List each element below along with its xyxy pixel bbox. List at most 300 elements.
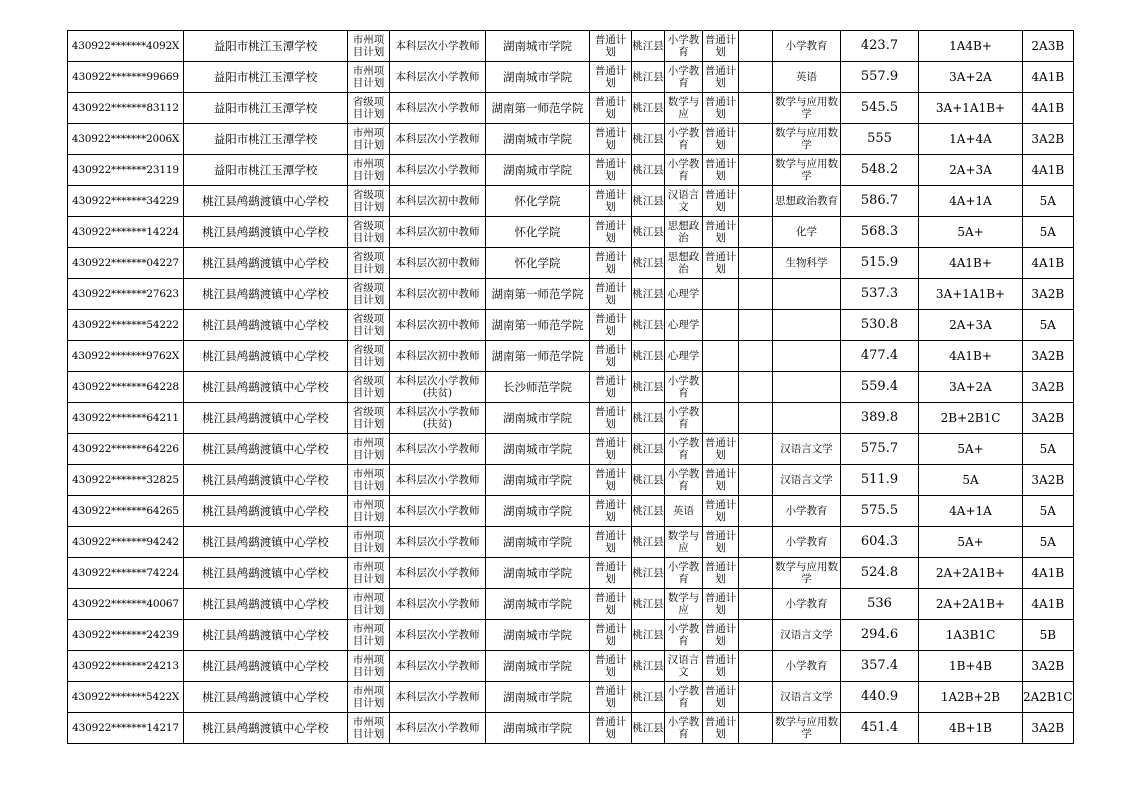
grade1-cell: 1A+4A — [919, 124, 1023, 155]
plan-cell: 普通计划 — [590, 341, 632, 372]
id-cell: 430922*******64265 — [68, 496, 184, 527]
school-cell: 桃江县鸬鹚渡镇中心学校 — [184, 682, 348, 713]
college-cell: 湖南城市学院 — [486, 620, 590, 651]
school-cell: 桃江县鸬鹚渡镇中心学校 — [184, 527, 348, 558]
project-cell: 省级项目计划 — [348, 186, 390, 217]
grade1-cell: 3A+2A — [919, 62, 1023, 93]
project-cell: 市州项目计划 — [348, 155, 390, 186]
major-cell — [773, 310, 841, 341]
college-cell: 湖南第一师范学院 — [486, 341, 590, 372]
table-row — [68, 620, 1074, 651]
grade1-cell: 2A+2A1B+ — [919, 589, 1023, 620]
grade2-cell: 4A1B — [1023, 155, 1074, 186]
plan-cell: 普通计划 — [590, 651, 632, 682]
plan-cell: 普通计划 — [590, 403, 632, 434]
score-cell: 559.4 — [841, 372, 919, 403]
county-cell: 桃江县 — [632, 713, 665, 744]
plan2-cell: 普通计划 — [703, 31, 739, 62]
score-cell: 568.3 — [841, 217, 919, 248]
project-cell: 市州项目计划 — [348, 496, 390, 527]
subject-cell: 小学教育 — [665, 620, 703, 651]
level-cell: 本科层次小学教师 — [390, 93, 486, 124]
project-cell: 省级项目计划 — [348, 93, 390, 124]
blank-cell — [739, 217, 773, 248]
blank-cell — [739, 248, 773, 279]
grade2-cell: 3A2B — [1023, 279, 1074, 310]
grade1-cell: 2A+3A — [919, 155, 1023, 186]
college-cell: 湖南城市学院 — [486, 589, 590, 620]
grade1-cell: 2B+2B1C — [919, 403, 1023, 434]
score-cell: 294.6 — [841, 620, 919, 651]
table-row — [68, 248, 1074, 279]
level-cell: 本科层次小学教师(扶贫) — [390, 403, 486, 434]
plan-cell: 普通计划 — [590, 713, 632, 744]
level-cell: 本科层次初中教师 — [390, 279, 486, 310]
id-cell: 430922*******27623 — [68, 279, 184, 310]
grade1-cell: 3A+1A1B+ — [919, 279, 1023, 310]
school-cell: 益阳市桃江玉潭学校 — [184, 31, 348, 62]
grade2-cell: 4A1B — [1023, 93, 1074, 124]
major-cell: 化学 — [773, 217, 841, 248]
plan-cell: 普通计划 — [590, 124, 632, 155]
table-row — [68, 62, 1074, 93]
level-cell: 本科层次小学教师 — [390, 124, 486, 155]
grade2-cell: 2A3B — [1023, 31, 1074, 62]
level-cell: 本科层次初中教师 — [390, 217, 486, 248]
score-cell: 477.4 — [841, 341, 919, 372]
major-cell: 汉语言文学 — [773, 465, 841, 496]
blank-cell — [739, 186, 773, 217]
id-cell: 430922*******74224 — [68, 558, 184, 589]
level-cell: 本科层次小学教师 — [390, 527, 486, 558]
project-cell: 省级项目计划 — [348, 217, 390, 248]
blank-cell — [739, 372, 773, 403]
college-cell: 湖南第一师范学院 — [486, 310, 590, 341]
project-cell: 市州项目计划 — [348, 558, 390, 589]
major-cell — [773, 403, 841, 434]
plan2-cell: 普通计划 — [703, 589, 739, 620]
project-cell: 市州项目计划 — [348, 434, 390, 465]
blank-cell — [739, 341, 773, 372]
level-cell: 本科层次初中教师 — [390, 310, 486, 341]
plan-cell: 普通计划 — [590, 279, 632, 310]
grade1-cell: 4A+1A — [919, 186, 1023, 217]
table-body — [68, 31, 1074, 744]
school-cell: 桃江县鸬鹚渡镇中心学校 — [184, 248, 348, 279]
subject-cell: 数学与应 — [665, 589, 703, 620]
major-cell: 汉语言文学 — [773, 682, 841, 713]
score-cell: 440.9 — [841, 682, 919, 713]
plan2-cell: 普通计划 — [703, 93, 739, 124]
plan2-cell — [703, 310, 739, 341]
county-cell: 桃江县 — [632, 186, 665, 217]
county-cell: 桃江县 — [632, 155, 665, 186]
level-cell: 本科层次小学教师(扶贫) — [390, 372, 486, 403]
grade1-cell: 1A2B+2B — [919, 682, 1023, 713]
college-cell: 湖南城市学院 — [486, 651, 590, 682]
grade1-cell: 4B+1B — [919, 713, 1023, 744]
county-cell: 桃江县 — [632, 217, 665, 248]
college-cell: 怀化学院 — [486, 217, 590, 248]
school-cell: 桃江县鸬鹚渡镇中心学校 — [184, 496, 348, 527]
county-cell: 桃江县 — [632, 341, 665, 372]
table-row — [68, 31, 1074, 62]
blank-cell — [739, 403, 773, 434]
school-cell: 桃江县鸬鹚渡镇中心学校 — [184, 465, 348, 496]
table-row — [68, 279, 1074, 310]
level-cell: 本科层次小学教师 — [390, 465, 486, 496]
school-cell: 桃江县鸬鹚渡镇中心学校 — [184, 217, 348, 248]
major-cell — [773, 279, 841, 310]
plan-cell: 普通计划 — [590, 682, 632, 713]
id-cell: 430922*******32825 — [68, 465, 184, 496]
college-cell: 湖南城市学院 — [486, 403, 590, 434]
score-cell: 557.9 — [841, 62, 919, 93]
score-cell: 451.4 — [841, 713, 919, 744]
plan-cell: 普通计划 — [590, 31, 632, 62]
score-cell: 548.2 — [841, 155, 919, 186]
plan-cell: 普通计划 — [590, 155, 632, 186]
grade2-cell: 5A — [1023, 186, 1074, 217]
subject-cell: 小学教育 — [665, 124, 703, 155]
level-cell: 本科层次初中教师 — [390, 341, 486, 372]
level-cell: 本科层次小学教师 — [390, 558, 486, 589]
school-cell: 益阳市桃江玉潭学校 — [184, 93, 348, 124]
plan2-cell: 普通计划 — [703, 496, 739, 527]
table-row — [68, 155, 1074, 186]
major-cell: 汉语言文学 — [773, 620, 841, 651]
plan-cell: 普通计划 — [590, 372, 632, 403]
level-cell: 本科层次小学教师 — [390, 651, 486, 682]
plan2-cell: 普通计划 — [703, 124, 739, 155]
plan2-cell: 普通计划 — [703, 155, 739, 186]
plan2-cell — [703, 341, 739, 372]
plan-cell: 普通计划 — [590, 186, 632, 217]
table-row — [68, 217, 1074, 248]
school-cell: 桃江县鸬鹚渡镇中心学校 — [184, 186, 348, 217]
score-cell: 515.9 — [841, 248, 919, 279]
id-cell: 430922*******5422X — [68, 682, 184, 713]
school-cell: 桃江县鸬鹚渡镇中心学校 — [184, 434, 348, 465]
subject-cell: 小学教育 — [665, 558, 703, 589]
county-cell: 桃江县 — [632, 372, 665, 403]
blank-cell — [739, 682, 773, 713]
project-cell: 省级项目计划 — [348, 248, 390, 279]
plan-cell: 普通计划 — [590, 217, 632, 248]
blank-cell — [739, 93, 773, 124]
plan2-cell: 普通计划 — [703, 465, 739, 496]
table-row — [68, 682, 1074, 713]
school-cell: 桃江县鸬鹚渡镇中心学校 — [184, 279, 348, 310]
grade2-cell: 3A2B — [1023, 341, 1074, 372]
subject-cell: 英语 — [665, 496, 703, 527]
county-cell: 桃江县 — [632, 682, 665, 713]
project-cell: 市州项目计划 — [348, 124, 390, 155]
score-cell: 586.7 — [841, 186, 919, 217]
plan-cell: 普通计划 — [590, 620, 632, 651]
blank-cell — [739, 713, 773, 744]
grade2-cell: 5B — [1023, 620, 1074, 651]
college-cell: 湖南城市学院 — [486, 434, 590, 465]
subject-cell: 心理学 — [665, 279, 703, 310]
subject-cell: 小学教育 — [665, 372, 703, 403]
grade2-cell: 4A1B — [1023, 248, 1074, 279]
school-cell: 桃江县鸬鹚渡镇中心学校 — [184, 589, 348, 620]
id-cell: 430922*******14217 — [68, 713, 184, 744]
grade1-cell: 4A1B+ — [919, 341, 1023, 372]
level-cell: 本科层次小学教师 — [390, 496, 486, 527]
plan-cell: 普通计划 — [590, 527, 632, 558]
blank-cell — [739, 589, 773, 620]
plan2-cell: 普通计划 — [703, 620, 739, 651]
county-cell: 桃江县 — [632, 310, 665, 341]
project-cell: 市州项目计划 — [348, 713, 390, 744]
grade2-cell: 4A1B — [1023, 62, 1074, 93]
grade2-cell: 3A2B — [1023, 713, 1074, 744]
level-cell: 本科层次小学教师 — [390, 155, 486, 186]
college-cell: 湖南城市学院 — [486, 465, 590, 496]
grade1-cell: 3A+1A1B+ — [919, 93, 1023, 124]
blank-cell — [739, 155, 773, 186]
county-cell: 桃江县 — [632, 558, 665, 589]
table-row — [68, 93, 1074, 124]
id-cell: 430922*******64228 — [68, 372, 184, 403]
score-cell: 545.5 — [841, 93, 919, 124]
blank-cell — [739, 62, 773, 93]
table-row — [68, 186, 1074, 217]
score-cell: 604.3 — [841, 527, 919, 558]
college-cell: 湖南城市学院 — [486, 124, 590, 155]
major-cell: 数学与应用数学 — [773, 713, 841, 744]
school-cell: 桃江县鸬鹚渡镇中心学校 — [184, 341, 348, 372]
table-row — [68, 465, 1074, 496]
school-cell: 桃江县鸬鹚渡镇中心学校 — [184, 651, 348, 682]
plan2-cell: 普通计划 — [703, 217, 739, 248]
project-cell: 市州项目计划 — [348, 620, 390, 651]
grade1-cell: 4A+1A — [919, 496, 1023, 527]
grade1-cell: 3A+2A — [919, 372, 1023, 403]
major-cell: 小学教育 — [773, 651, 841, 682]
school-cell: 桃江县鸬鹚渡镇中心学校 — [184, 403, 348, 434]
grade2-cell: 5A — [1023, 434, 1074, 465]
level-cell: 本科层次小学教师 — [390, 620, 486, 651]
college-cell: 长沙师范学院 — [486, 372, 590, 403]
blank-cell — [739, 620, 773, 651]
school-cell: 益阳市桃江玉潭学校 — [184, 155, 348, 186]
major-cell: 数学与应用数学 — [773, 93, 841, 124]
project-cell: 市州项目计划 — [348, 651, 390, 682]
college-cell: 怀化学院 — [486, 248, 590, 279]
major-cell: 小学教育 — [773, 589, 841, 620]
id-cell: 430922*******23119 — [68, 155, 184, 186]
table-row — [68, 713, 1074, 744]
grade2-cell: 3A2B — [1023, 403, 1074, 434]
plan2-cell: 普通计划 — [703, 186, 739, 217]
id-cell: 430922*******9762X — [68, 341, 184, 372]
grade2-cell: 5A — [1023, 496, 1074, 527]
college-cell: 湖南城市学院 — [486, 713, 590, 744]
id-cell: 430922*******04227 — [68, 248, 184, 279]
plan2-cell — [703, 279, 739, 310]
score-cell: 537.3 — [841, 279, 919, 310]
table-row — [68, 558, 1074, 589]
subject-cell: 思想政治 — [665, 248, 703, 279]
county-cell: 桃江县 — [632, 31, 665, 62]
id-cell: 430922*******24213 — [68, 651, 184, 682]
school-cell: 桃江县鸬鹚渡镇中心学校 — [184, 620, 348, 651]
college-cell: 湖南城市学院 — [486, 527, 590, 558]
major-cell: 数学与应用数学 — [773, 155, 841, 186]
project-cell: 市州项目计划 — [348, 62, 390, 93]
score-cell: 575.5 — [841, 496, 919, 527]
plan-cell: 普通计划 — [590, 62, 632, 93]
plan2-cell: 普通计划 — [703, 713, 739, 744]
county-cell: 桃江县 — [632, 93, 665, 124]
college-cell: 湖南城市学院 — [486, 558, 590, 589]
grade1-cell: 4A1B+ — [919, 248, 1023, 279]
major-cell: 小学教育 — [773, 496, 841, 527]
plan2-cell: 普通计划 — [703, 434, 739, 465]
subject-cell: 小学教育 — [665, 465, 703, 496]
grade1-cell: 5A — [919, 465, 1023, 496]
plan2-cell: 普通计划 — [703, 558, 739, 589]
college-cell: 湖南城市学院 — [486, 155, 590, 186]
plan-cell: 普通计划 — [590, 589, 632, 620]
college-cell: 湖南城市学院 — [486, 682, 590, 713]
grade1-cell: 1A4B+ — [919, 31, 1023, 62]
school-cell: 桃江县鸬鹚渡镇中心学校 — [184, 713, 348, 744]
subject-cell: 数学与应 — [665, 93, 703, 124]
level-cell: 本科层次小学教师 — [390, 682, 486, 713]
table-row — [68, 124, 1074, 155]
plan2-cell: 普通计划 — [703, 62, 739, 93]
table-row — [68, 527, 1074, 558]
id-cell: 430922*******24239 — [68, 620, 184, 651]
grade1-cell: 2A+3A — [919, 310, 1023, 341]
blank-cell — [739, 558, 773, 589]
school-cell: 桃江县鸬鹚渡镇中心学校 — [184, 372, 348, 403]
county-cell: 桃江县 — [632, 620, 665, 651]
school-cell: 益阳市桃江玉潭学校 — [184, 62, 348, 93]
major-cell: 数学与应用数学 — [773, 124, 841, 155]
plan-cell: 普通计划 — [590, 248, 632, 279]
blank-cell — [739, 124, 773, 155]
project-cell: 省级项目计划 — [348, 372, 390, 403]
plan2-cell: 普通计划 — [703, 651, 739, 682]
subject-cell: 汉语言文 — [665, 651, 703, 682]
project-cell: 省级项目计划 — [348, 403, 390, 434]
subject-cell: 心理学 — [665, 341, 703, 372]
plan2-cell: 普通计划 — [703, 682, 739, 713]
major-cell — [773, 341, 841, 372]
table-row — [68, 310, 1074, 341]
blank-cell — [739, 310, 773, 341]
major-cell: 思想政治教育 — [773, 186, 841, 217]
subject-cell: 小学教育 — [665, 434, 703, 465]
id-cell: 430922*******64226 — [68, 434, 184, 465]
project-cell: 市州项目计划 — [348, 31, 390, 62]
county-cell: 桃江县 — [632, 434, 665, 465]
grade2-cell: 3A2B — [1023, 651, 1074, 682]
grade1-cell: 1A3B1C — [919, 620, 1023, 651]
project-cell: 市州项目计划 — [348, 527, 390, 558]
subject-cell: 小学教育 — [665, 403, 703, 434]
level-cell: 本科层次小学教师 — [390, 62, 486, 93]
id-cell: 430922*******34229 — [68, 186, 184, 217]
id-cell: 430922*******99669 — [68, 62, 184, 93]
admission-table — [67, 30, 1074, 744]
project-cell: 市州项目计划 — [348, 682, 390, 713]
id-cell: 430922*******4092X — [68, 31, 184, 62]
grade2-cell: 2A2B1C — [1023, 682, 1074, 713]
score-cell: 536 — [841, 589, 919, 620]
major-cell: 小学教育 — [773, 527, 841, 558]
county-cell: 桃江县 — [632, 651, 665, 682]
level-cell: 本科层次小学教师 — [390, 434, 486, 465]
subject-cell: 小学教育 — [665, 62, 703, 93]
score-cell: 530.8 — [841, 310, 919, 341]
score-cell: 524.8 — [841, 558, 919, 589]
grade1-cell: 5A+ — [919, 527, 1023, 558]
plan-cell: 普通计划 — [590, 465, 632, 496]
id-cell: 430922*******83112 — [68, 93, 184, 124]
college-cell: 湖南第一师范学院 — [486, 93, 590, 124]
plan-cell: 普通计划 — [590, 558, 632, 589]
plan2-cell — [703, 403, 739, 434]
grade1-cell: 5A+ — [919, 434, 1023, 465]
subject-cell: 小学教育 — [665, 682, 703, 713]
subject-cell: 小学教育 — [665, 155, 703, 186]
blank-cell — [739, 496, 773, 527]
college-cell: 湖南城市学院 — [486, 62, 590, 93]
county-cell: 桃江县 — [632, 527, 665, 558]
score-cell: 575.7 — [841, 434, 919, 465]
blank-cell — [739, 651, 773, 682]
plan2-cell: 普通计划 — [703, 248, 739, 279]
major-cell: 数学与应用数学 — [773, 558, 841, 589]
county-cell: 桃江县 — [632, 62, 665, 93]
major-cell: 英语 — [773, 62, 841, 93]
id-cell: 430922*******64211 — [68, 403, 184, 434]
level-cell: 本科层次初中教师 — [390, 248, 486, 279]
subject-cell: 心理学 — [665, 310, 703, 341]
table-row — [68, 434, 1074, 465]
id-cell: 430922*******14224 — [68, 217, 184, 248]
grade2-cell: 4A1B — [1023, 589, 1074, 620]
grade1-cell: 2A+2A1B+ — [919, 558, 1023, 589]
school-cell: 桃江县鸬鹚渡镇中心学校 — [184, 558, 348, 589]
grade2-cell: 5A — [1023, 527, 1074, 558]
college-cell: 湖南城市学院 — [486, 31, 590, 62]
table-row — [68, 589, 1074, 620]
level-cell: 本科层次初中教师 — [390, 186, 486, 217]
plan-cell: 普通计划 — [590, 310, 632, 341]
id-cell: 430922*******40067 — [68, 589, 184, 620]
college-cell: 湖南第一师范学院 — [486, 279, 590, 310]
subject-cell: 汉语言文 — [665, 186, 703, 217]
school-cell: 桃江县鸬鹚渡镇中心学校 — [184, 310, 348, 341]
score-cell: 555 — [841, 124, 919, 155]
county-cell: 桃江县 — [632, 465, 665, 496]
subject-cell: 小学教育 — [665, 713, 703, 744]
table-row — [68, 403, 1074, 434]
score-cell: 357.4 — [841, 651, 919, 682]
score-cell: 389.8 — [841, 403, 919, 434]
project-cell: 市州项目计划 — [348, 465, 390, 496]
blank-cell — [739, 31, 773, 62]
table-row — [68, 496, 1074, 527]
grade2-cell: 5A — [1023, 217, 1074, 248]
